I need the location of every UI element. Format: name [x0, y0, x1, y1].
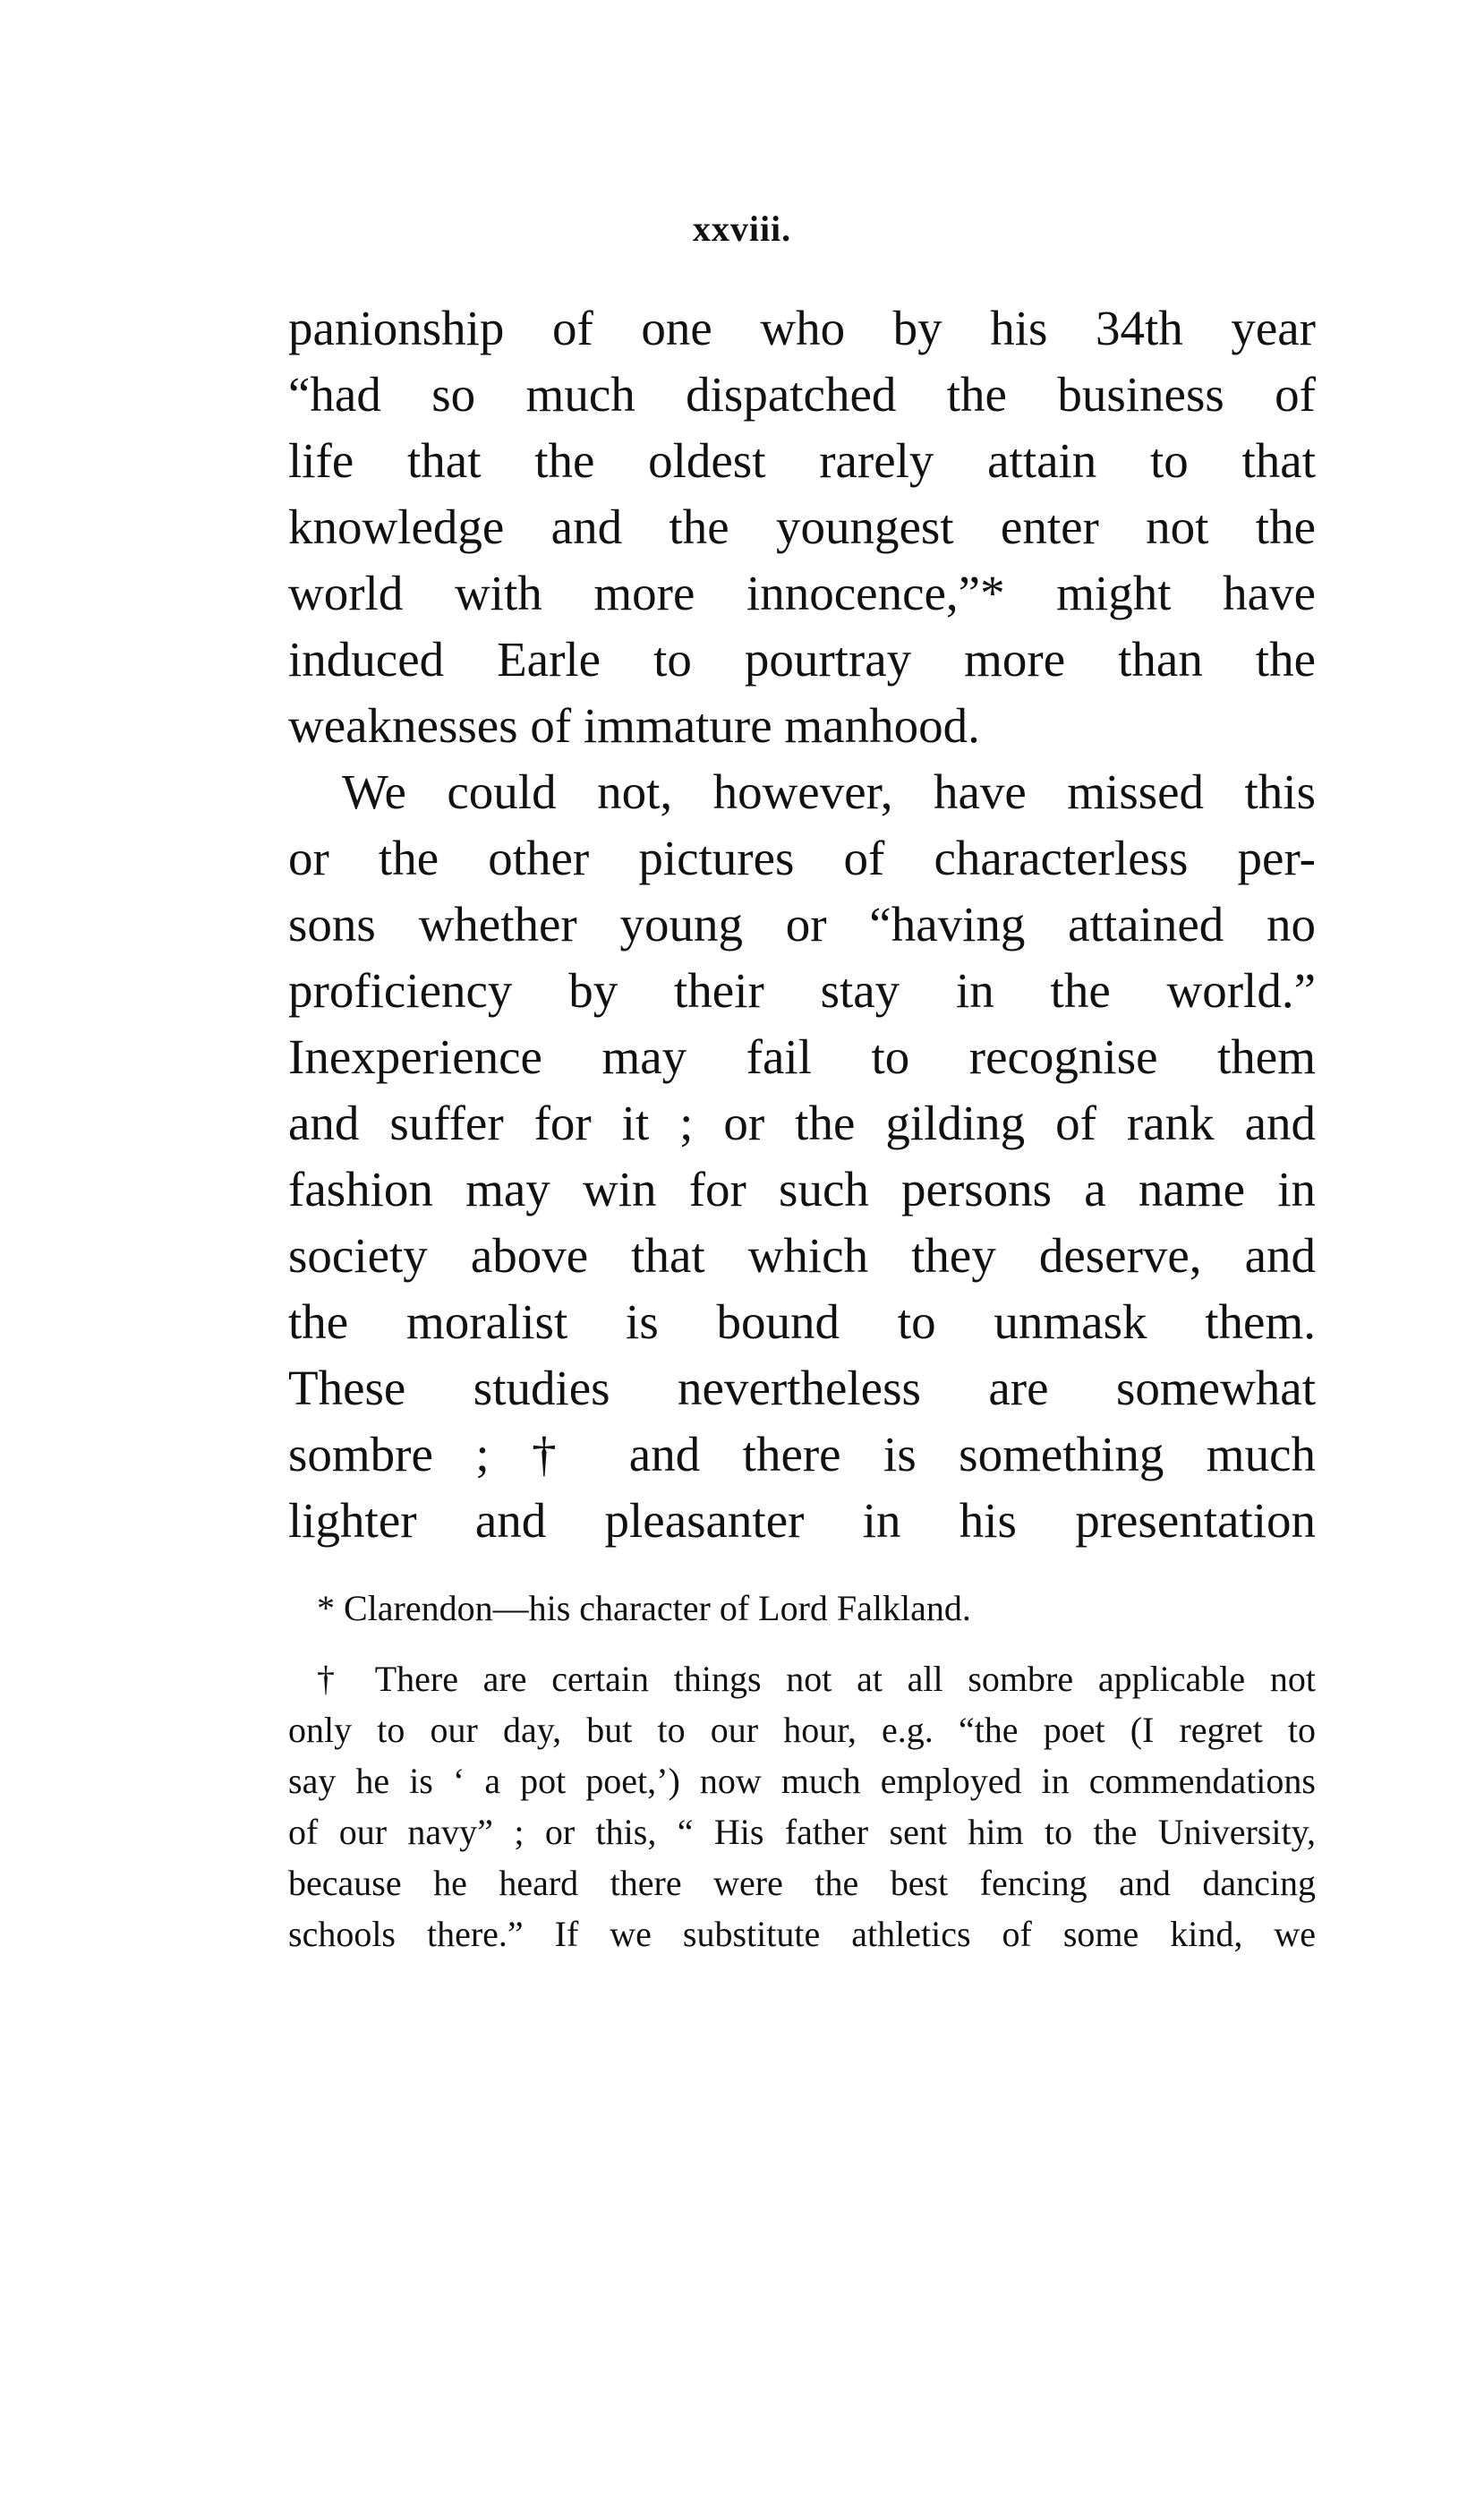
text-line: These studies nevertheless are somewhat: [288, 1361, 1316, 1415]
text-line: panionship of one who by his 34th year: [288, 301, 1316, 355]
text-line: We could not, however, have missed this: [342, 764, 1316, 819]
main-text: [288, 295, 1316, 1554]
text-line: weaknesses of immature manhood.: [288, 698, 980, 753]
footnote-asterisk: * Clarendon—his character of Lord Falkland.: [317, 1588, 971, 1628]
footnote-dagger-line: schools there.” If we substitute athletics of some kind, we: [288, 1914, 1316, 1954]
text-line: fashion may win for such persons a name in: [288, 1162, 1316, 1216]
text-line: lighter and pleasanter in his presentation: [288, 1493, 1316, 1548]
page-number: xxviii.: [692, 209, 792, 249]
text-line: the moralist is bound to unmask them.: [288, 1294, 1316, 1349]
text-line: life that the oldest rarely attain to that: [288, 433, 1316, 488]
text-line: Inexperience may fail to recognise them: [288, 1029, 1316, 1084]
footnote-gap: [288, 1634, 1316, 1653]
footnote-dagger-line: of our navy” ; or this, “ His father sent him to the University,: [288, 1812, 1316, 1852]
text-line: sons whether young or “having attained no: [288, 897, 1316, 952]
text-line: and suffer for it ; or the gilding of rank and: [288, 1096, 1316, 1150]
text-line: knowledge and the youngest enter not the: [288, 499, 1316, 554]
text-line: induced Earle to pourtray more than the: [288, 632, 1316, 687]
text-line: or the other pictures of characterless per-: [288, 831, 1316, 885]
footnote-dagger-line: † There are certain things not at all sombre applicable not: [317, 1659, 1316, 1699]
text-line: proficiency by their stay in the world.”: [288, 963, 1316, 1018]
footnote-dagger-line: only to our day, but to our hour, e.g. “the poet (I regret to: [288, 1710, 1316, 1750]
footnote-dagger-line: because he heard there were the best fencing and dancing: [288, 1863, 1316, 1903]
footnote-dagger-line: say he is ‘ a pot poet,’) now much employed in commendations: [288, 1761, 1316, 1801]
text-line: sombre ; † and there is something much: [288, 1427, 1316, 1481]
text-line: “had so much dispatched the business of: [288, 367, 1316, 422]
text-line: world with more innocence,”* might have: [288, 566, 1316, 620]
text-line: society above that which they deserve, and: [288, 1228, 1316, 1283]
footnotes: [288, 1583, 1316, 1959]
